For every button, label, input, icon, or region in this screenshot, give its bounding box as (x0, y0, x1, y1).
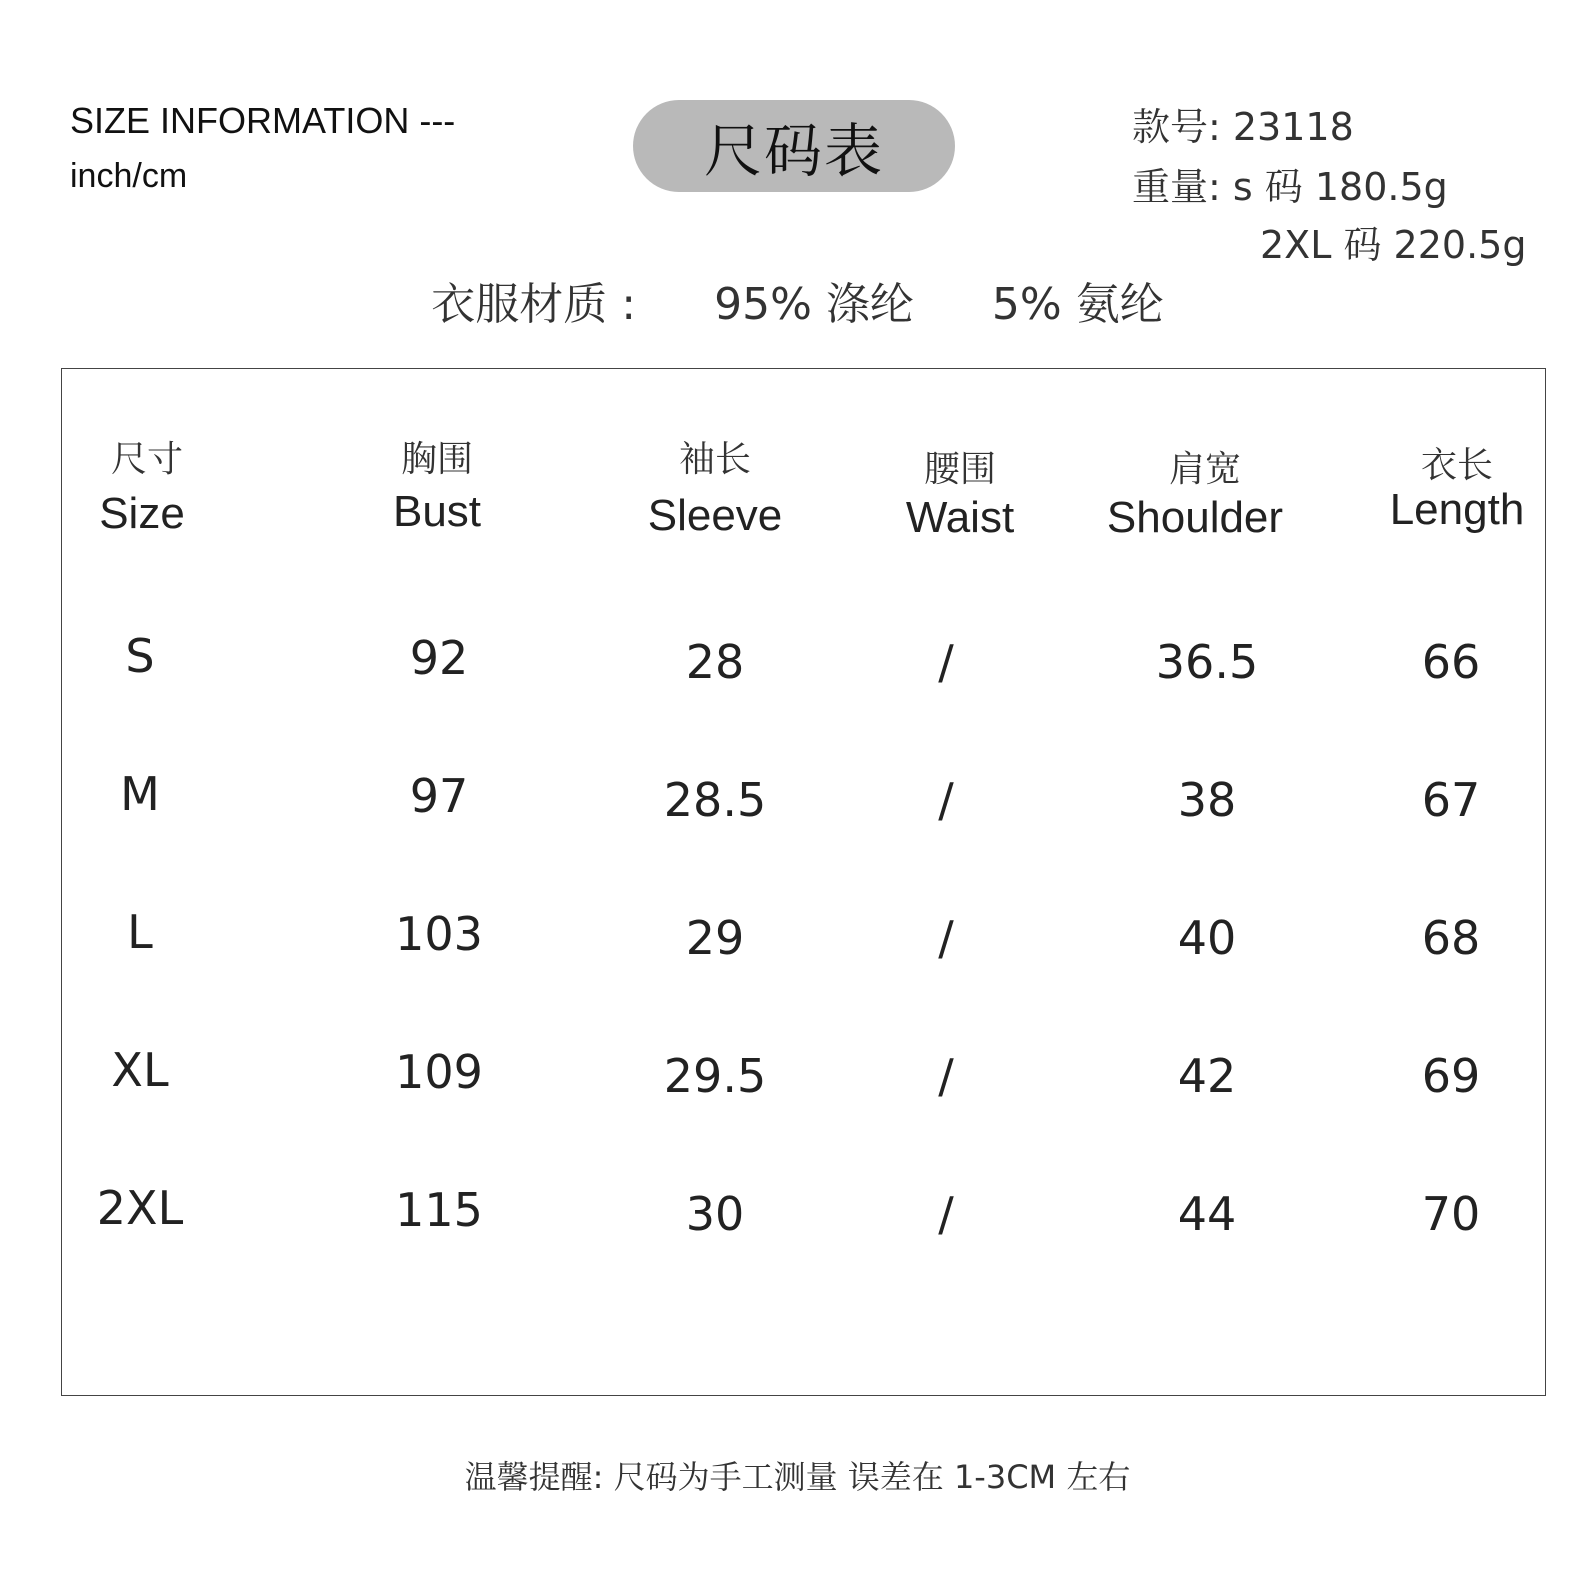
header-waist-cn: 腰围 (923, 449, 997, 490)
row-m-shoulder: 38 (1177, 773, 1237, 827)
row-m-length: 67 (1421, 773, 1481, 827)
row-l-shoulder: 40 (1177, 911, 1237, 965)
row-s-waist: / (938, 635, 954, 689)
header-sleeve-en: Sleeve (647, 491, 783, 540)
measurement-note: 温馨提醒: 尺码为手工测量 误差在 1-3CM 左右 (464, 1458, 1131, 1496)
row-xl-length: 69 (1421, 1049, 1481, 1103)
row-s-shoulder: 36.5 (1155, 635, 1259, 689)
header-shoulder-cn: 肩宽 (1168, 449, 1242, 490)
row-l-length: 68 (1421, 911, 1481, 965)
size-table (61, 368, 1546, 1396)
header-length-cn: 衣长 (1420, 445, 1494, 486)
row-l-bust: 103 (395, 907, 483, 961)
row-2xl-length: 70 (1421, 1187, 1481, 1241)
row-m-bust: 97 (409, 769, 469, 823)
header-size-cn: 尺寸 (110, 439, 184, 480)
row-2xl-waist: / (938, 1187, 954, 1241)
row-2xl-shoulder: 44 (1177, 1187, 1237, 1241)
row-m-size: M (120, 767, 160, 821)
header-bust-en: Bust (392, 487, 482, 536)
row-l-size: L (127, 905, 153, 959)
row-xl-shoulder: 42 (1177, 1049, 1237, 1103)
unit-label: inch/cm (70, 157, 188, 195)
header-length-en: Length (1389, 485, 1525, 534)
row-s-size: S (125, 629, 155, 683)
size-chart-badge-label: 尺码表 (703, 117, 884, 185)
row-xl-size: XL (111, 1043, 169, 1097)
material-spandex: 5% 氨纶 (991, 279, 1164, 330)
material-label: 衣服材质 : (431, 279, 637, 330)
row-l-sleeve: 29 (685, 911, 745, 965)
row-2xl-bust: 115 (395, 1183, 483, 1237)
row-s-length: 66 (1421, 635, 1481, 689)
size-information-title: SIZE INFORMATION --- (70, 100, 456, 141)
row-l-waist: / (938, 911, 954, 965)
style-number: 款号: 23118 (1132, 105, 1354, 149)
row-xl-waist: / (938, 1049, 954, 1103)
header-sleeve-cn: 袖长 (678, 439, 752, 480)
header-bust-cn: 胸围 (400, 439, 474, 480)
weight-s: 重量: s 码 180.5g (1132, 165, 1448, 209)
row-m-waist: / (938, 773, 954, 827)
size-chart-badge (633, 100, 955, 192)
row-s-sleeve: 28 (685, 635, 745, 689)
weight-2xl: 2XL 码 220.5g (1260, 223, 1527, 267)
row-m-sleeve: 28.5 (663, 773, 767, 827)
row-s-bust: 92 (409, 631, 469, 685)
row-2xl-sleeve: 30 (685, 1187, 745, 1241)
material-line (0, 268, 1595, 332)
header-shoulder-en: Shoulder (1106, 493, 1284, 542)
row-2xl-size: 2XL (96, 1181, 184, 1235)
header-waist-en: Waist (905, 493, 1015, 542)
row-xl-bust: 109 (395, 1045, 483, 1099)
material-polyester: 95% 涤纶 (714, 279, 914, 330)
row-xl-sleeve: 29.5 (663, 1049, 767, 1103)
header-size-en: Size (99, 489, 185, 538)
